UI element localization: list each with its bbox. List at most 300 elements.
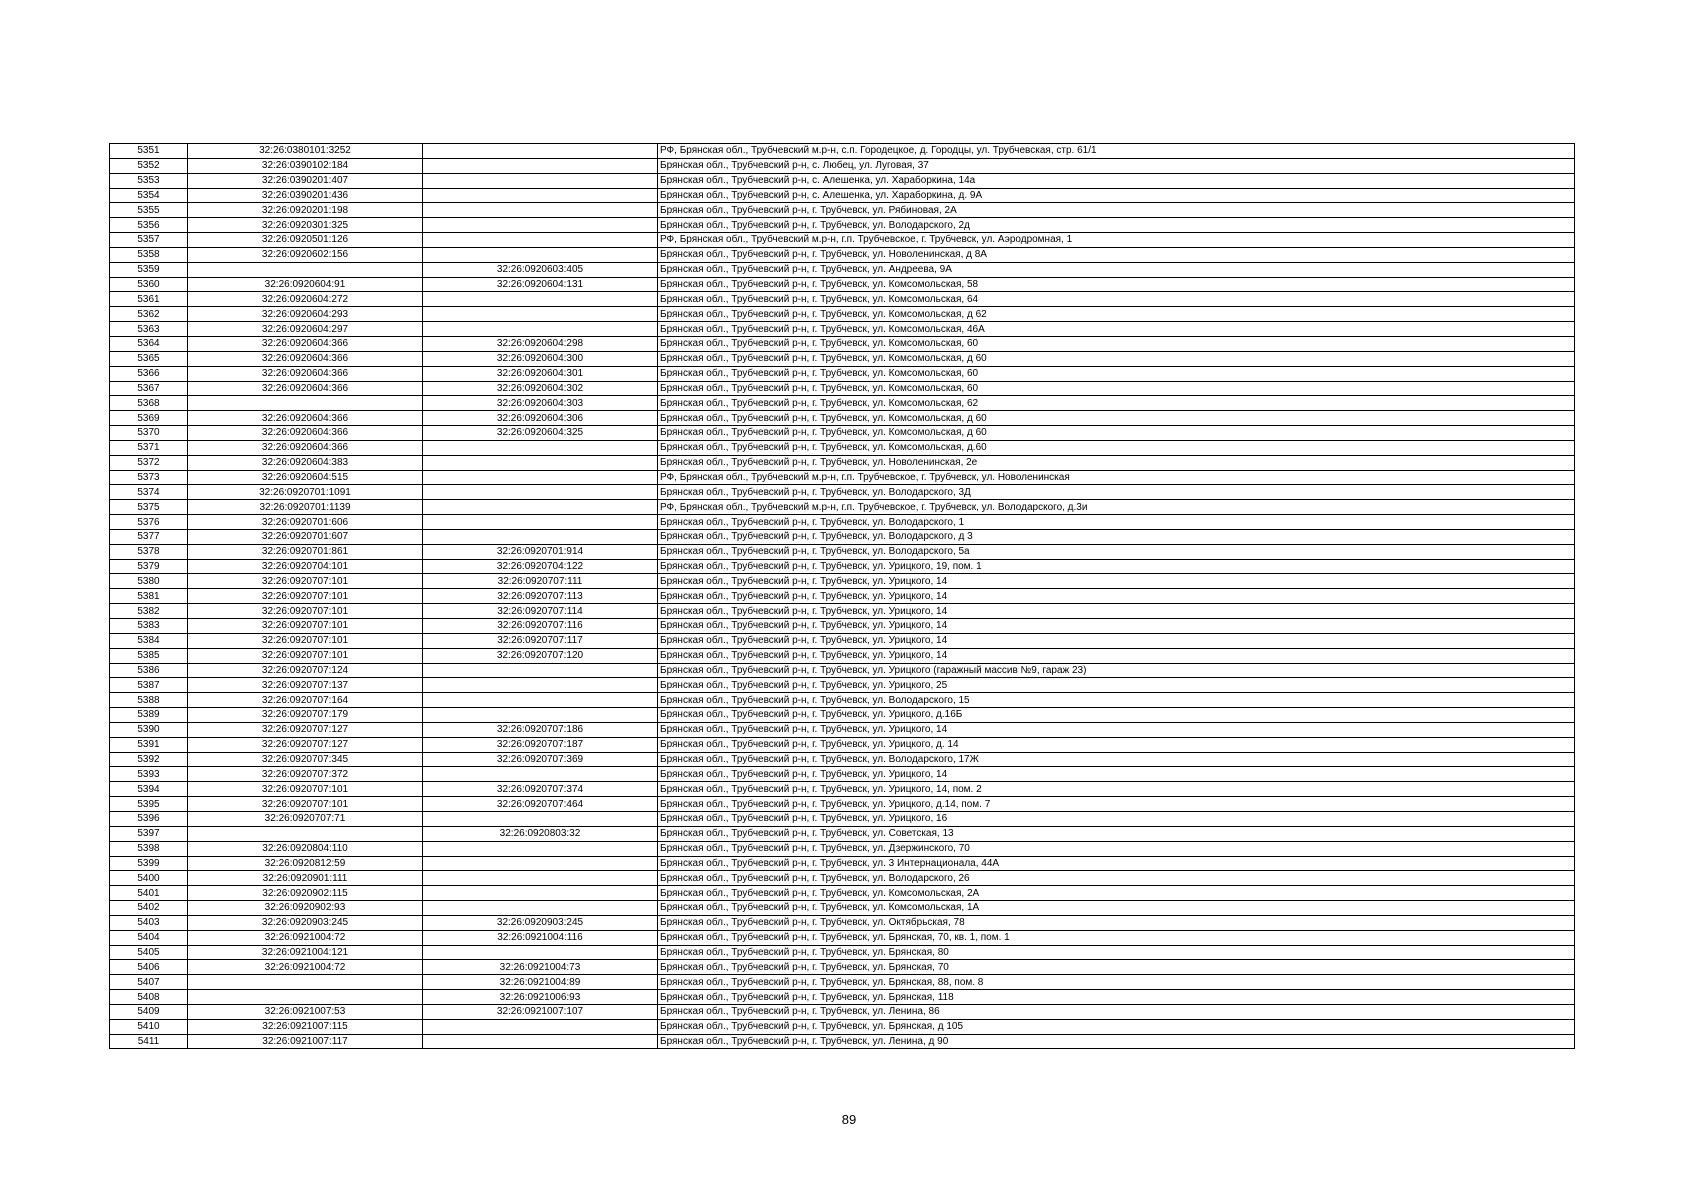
cadastral-number-parcel-cell: 32:26:0920707:101 xyxy=(188,782,423,797)
cadastral-number-parcel-cell: 32:26:0920201:198 xyxy=(188,203,423,218)
cadastral-number-object-cell xyxy=(423,841,658,856)
cadastral-number-object-cell xyxy=(423,901,658,916)
cadastral-number-object-cell: 32:26:0920707:116 xyxy=(423,619,658,634)
cadastral-number-parcel-cell: 32:26:0920604:91 xyxy=(188,277,423,292)
cadastral-number-parcel-cell: 32:26:0920604:366 xyxy=(188,351,423,366)
cadastral-number-parcel-cell: 32:26:0921004:72 xyxy=(188,960,423,975)
cadastral-number-object-cell: 32:26:0921004:73 xyxy=(423,960,658,975)
cadastral-number-parcel-cell: 32:26:0920604:366 xyxy=(188,336,423,351)
table-row xyxy=(110,529,1575,544)
address-cell: Брянская обл., Трубчевский р-н, г. Трубчевск, ул. Советская, 13 xyxy=(658,826,1575,841)
table-row xyxy=(110,173,1575,188)
address-cell: Брянская обл., Трубчевский р-н, г. Трубчевск, ул. Ленина, 86 xyxy=(658,1004,1575,1019)
cadastral-number-object-cell: 32:26:0920604:302 xyxy=(423,381,658,396)
address-cell: Брянская обл., Трубчевский р-н, г. Трубчевск, ул. Володарского, 26 xyxy=(658,871,1575,886)
row-number-cell: 5374 xyxy=(110,485,188,500)
row-number-cell: 5369 xyxy=(110,411,188,426)
row-number-cell: 5366 xyxy=(110,366,188,381)
cadastral-number-parcel-cell: 32:26:0920604:366 xyxy=(188,381,423,396)
registry-table-body xyxy=(110,144,1575,1049)
cadastral-number-object-cell xyxy=(423,144,658,159)
cadastral-number-object-cell: 32:26:0920707:464 xyxy=(423,797,658,812)
row-number-cell: 5382 xyxy=(110,604,188,619)
table-row xyxy=(110,233,1575,248)
cadastral-number-parcel-cell: 32:26:0380101:3252 xyxy=(188,144,423,159)
row-number-cell: 5365 xyxy=(110,351,188,366)
cadastral-number-parcel-cell: 32:26:0920501:126 xyxy=(188,233,423,248)
cadastral-number-parcel-cell: 32:26:0921004:72 xyxy=(188,930,423,945)
table-row xyxy=(110,797,1575,812)
table-row xyxy=(110,930,1575,945)
cadastral-number-object-cell: 32:26:0921004:116 xyxy=(423,930,658,945)
cadastral-number-object-cell xyxy=(423,485,658,500)
address-cell: Брянская обл., Трубчевский р-н, г. Трубчевск, ул. Андреева, 9А xyxy=(658,262,1575,277)
table-row xyxy=(110,188,1575,203)
cadastral-number-parcel-cell: 32:26:0390102:184 xyxy=(188,158,423,173)
cadastral-number-object-cell: 32:26:0920707:111 xyxy=(423,574,658,589)
address-cell: Брянская обл., Трубчевский р-н, г. Трубчевск, ул. Урицкого, 14 xyxy=(658,648,1575,663)
table-row xyxy=(110,366,1575,381)
address-cell: Брянская обл., Трубчевский р-н, г. Трубчевск, ул. Урицкого (гаражный массив №9, гараж 23) xyxy=(658,663,1575,678)
cadastral-number-parcel-cell: 32:26:0920707:372 xyxy=(188,767,423,782)
address-cell: Брянская обл., Трубчевский р-н, г. Трубчевск, ул. Брянская, 118 xyxy=(658,990,1575,1005)
table-row xyxy=(110,574,1575,589)
row-number-cell: 5407 xyxy=(110,975,188,990)
row-number-cell: 5406 xyxy=(110,960,188,975)
table-row xyxy=(110,901,1575,916)
row-number-cell: 5378 xyxy=(110,544,188,559)
table-row xyxy=(110,381,1575,396)
table-row xyxy=(110,485,1575,500)
row-number-cell: 5353 xyxy=(110,173,188,188)
row-number-cell: 5351 xyxy=(110,144,188,159)
address-cell: Брянская обл., Трубчевский р-н, с. Любец, ул. Луговая, 37 xyxy=(658,158,1575,173)
address-cell: РФ, Брянская обл., Трубчевский м.р-н, г.п. Трубчевское, г. Трубчевск, ул. Аэродромная, 1 xyxy=(658,233,1575,248)
cadastral-number-object-cell: 32:26:0920701:914 xyxy=(423,544,658,559)
page-number: 89 xyxy=(841,1112,857,1127)
address-cell: РФ, Брянская обл., Трубчевский м.р-н, г.п. Трубчевское, г. Трубчевск, ул. Володарского, д.3и xyxy=(658,500,1575,515)
cadastral-number-object-cell: 32:26:0920707:114 xyxy=(423,604,658,619)
cadastral-number-object-cell: 32:26:0920707:117 xyxy=(423,633,658,648)
cadastral-number-parcel-cell: 32:26:0920701:606 xyxy=(188,515,423,530)
table-row xyxy=(110,915,1575,930)
row-number-cell: 5368 xyxy=(110,396,188,411)
cadastral-number-object-cell xyxy=(423,811,658,826)
cadastral-number-object-cell: 32:26:0920604:301 xyxy=(423,366,658,381)
row-number-cell: 5383 xyxy=(110,619,188,634)
cadastral-number-object-cell xyxy=(423,693,658,708)
address-cell: Брянская обл., Трубчевский р-н, г. Трубчевск, ул. Володарского, 5а xyxy=(658,544,1575,559)
table-row xyxy=(110,322,1575,337)
address-cell: Брянская обл., Трубчевский р-н, г. Трубчевск, ул. Урицкого, 14 xyxy=(658,767,1575,782)
row-number-cell: 5387 xyxy=(110,678,188,693)
row-number-cell: 5355 xyxy=(110,203,188,218)
cadastral-number-parcel-cell: 32:26:0920707:124 xyxy=(188,663,423,678)
cadastral-number-object-cell: 32:26:0920604:303 xyxy=(423,396,658,411)
cadastral-number-object-cell: 32:26:0921007:107 xyxy=(423,1004,658,1019)
cadastral-number-parcel-cell: 32:26:0920604:366 xyxy=(188,411,423,426)
row-number-cell: 5360 xyxy=(110,277,188,292)
cadastral-number-parcel-cell: 32:26:0920701:861 xyxy=(188,544,423,559)
cadastral-number-parcel-cell: 32:26:0920701:1139 xyxy=(188,500,423,515)
cadastral-number-object-cell: 32:26:0920707:120 xyxy=(423,648,658,663)
cadastral-number-object-cell xyxy=(423,470,658,485)
cadastral-number-object-cell xyxy=(423,871,658,886)
address-cell: Брянская обл., Трубчевский р-н, г. Трубчевск, ул. Комсомольская, 58 xyxy=(658,277,1575,292)
cadastral-number-object-cell xyxy=(423,500,658,515)
cadastral-number-object-cell xyxy=(423,529,658,544)
cadastral-number-parcel-cell xyxy=(188,826,423,841)
address-cell: Брянская обл., Трубчевский р-н, г. Трубчевск, ул. Урицкого, 14 xyxy=(658,604,1575,619)
table-row xyxy=(110,841,1575,856)
cadastral-number-parcel-cell: 32:26:0921007:117 xyxy=(188,1034,423,1049)
table-row xyxy=(110,589,1575,604)
row-number-cell: 5367 xyxy=(110,381,188,396)
table-row xyxy=(110,158,1575,173)
cadastral-number-parcel-cell: 32:26:0920707:164 xyxy=(188,693,423,708)
row-number-cell: 5363 xyxy=(110,322,188,337)
cadastral-number-object-cell xyxy=(423,307,658,322)
table-row xyxy=(110,708,1575,723)
cadastral-number-parcel-cell: 32:26:0920804:110 xyxy=(188,841,423,856)
row-number-cell: 5402 xyxy=(110,901,188,916)
cadastral-number-parcel-cell: 32:26:0920707:101 xyxy=(188,648,423,663)
table-row xyxy=(110,396,1575,411)
row-number-cell: 5384 xyxy=(110,633,188,648)
row-number-cell: 5386 xyxy=(110,663,188,678)
cadastral-number-parcel-cell: 32:26:0920812:59 xyxy=(188,856,423,871)
table-row xyxy=(110,975,1575,990)
table-row xyxy=(110,767,1575,782)
cadastral-number-parcel-cell: 32:26:0920707:101 xyxy=(188,619,423,634)
table-row xyxy=(110,990,1575,1005)
cadastral-number-parcel-cell xyxy=(188,396,423,411)
row-number-cell: 5391 xyxy=(110,737,188,752)
cadastral-number-object-cell: 32:26:0920803:32 xyxy=(423,826,658,841)
address-cell: Брянская обл., Трубчевский р-н, г. Трубчевск, ул. Комсомольская, д 62 xyxy=(658,307,1575,322)
address-cell: Брянская обл., Трубчевский р-н, г. Трубчевск, ул. Дзержинского, 70 xyxy=(658,841,1575,856)
address-cell: Брянская обл., Трубчевский р-н, г. Трубчевск, ул. 3 Интернационала, 44А xyxy=(658,856,1575,871)
cadastral-number-parcel-cell: 32:26:0920704:101 xyxy=(188,559,423,574)
cadastral-number-parcel-cell: 32:26:0920902:93 xyxy=(188,901,423,916)
table-row xyxy=(110,292,1575,307)
cadastral-number-object-cell xyxy=(423,233,658,248)
address-cell: Брянская обл., Трубчевский р-н, г. Трубчевск, ул. Комсомольская, 2А xyxy=(658,886,1575,901)
row-number-cell: 5411 xyxy=(110,1034,188,1049)
cadastral-number-object-cell xyxy=(423,203,658,218)
cadastral-number-parcel-cell: 32:26:0390201:407 xyxy=(188,173,423,188)
table-row xyxy=(110,351,1575,366)
row-number-cell: 5381 xyxy=(110,589,188,604)
address-cell: Брянская обл., Трубчевский р-н, г. Трубчевск, ул. Володарского, 15 xyxy=(658,693,1575,708)
row-number-cell: 5403 xyxy=(110,915,188,930)
address-cell: Брянская обл., Трубчевский р-н, г. Трубчевск, ул. Комсомольская, 60 xyxy=(658,336,1575,351)
table-row xyxy=(110,811,1575,826)
cadastral-number-parcel-cell: 32:26:0920707:345 xyxy=(188,752,423,767)
row-number-cell: 5408 xyxy=(110,990,188,1005)
address-cell: Брянская обл., Трубчевский р-н, г. Трубчевск, ул. Комсомольская, 60 xyxy=(658,366,1575,381)
address-cell: Брянская обл., Трубчевский р-н, г. Трубчевск, ул. Комсомольская, д 60 xyxy=(658,411,1575,426)
cadastral-number-parcel-cell: 32:26:0920707:127 xyxy=(188,722,423,737)
cadastral-number-parcel-cell: 32:26:0920707:101 xyxy=(188,633,423,648)
row-number-cell: 5352 xyxy=(110,158,188,173)
table-row xyxy=(110,336,1575,351)
row-number-cell: 5405 xyxy=(110,945,188,960)
cadastral-number-parcel-cell: 32:26:0920707:101 xyxy=(188,589,423,604)
cadastral-number-parcel-cell: 32:26:0920604:293 xyxy=(188,307,423,322)
cadastral-number-parcel-cell xyxy=(188,975,423,990)
cadastral-number-object-cell xyxy=(423,440,658,455)
row-number-cell: 5361 xyxy=(110,292,188,307)
table-row xyxy=(110,604,1575,619)
table-row xyxy=(110,247,1575,262)
address-cell: Брянская обл., Трубчевский р-н, г. Трубчевск, ул. Комсомольская, 62 xyxy=(658,396,1575,411)
table-row xyxy=(110,411,1575,426)
table-row xyxy=(110,782,1575,797)
cadastral-number-parcel-cell: 32:26:0920901:111 xyxy=(188,871,423,886)
address-cell: Брянская обл., Трубчевский р-н, г. Трубчевск, ул. Комсомольская, д 60 xyxy=(658,426,1575,441)
cadastral-number-parcel-cell: 32:26:0921007:115 xyxy=(188,1019,423,1034)
cadastral-number-object-cell xyxy=(423,173,658,188)
cadastral-number-parcel-cell: 32:26:0920604:366 xyxy=(188,426,423,441)
row-number-cell: 5410 xyxy=(110,1019,188,1034)
address-cell: РФ, Брянская обл., Трубчевский м.р-н, г.п. Трубчевское, г. Трубчевск, ул. Новоленинская xyxy=(658,470,1575,485)
cadastral-number-parcel-cell: 32:26:0920707:101 xyxy=(188,604,423,619)
table-row xyxy=(110,826,1575,841)
cadastral-number-parcel-cell: 32:26:0921004:121 xyxy=(188,945,423,960)
table-row xyxy=(110,440,1575,455)
address-cell: Брянская обл., Трубчевский р-н, г. Трубчевск, ул. Володарского, 17Ж xyxy=(658,752,1575,767)
cadastral-number-parcel-cell: 32:26:0920604:383 xyxy=(188,455,423,470)
address-cell: Брянская обл., Трубчевский р-н, г. Трубчевск, ул. Комсомольская, 46А xyxy=(658,322,1575,337)
row-number-cell: 5371 xyxy=(110,440,188,455)
table-row xyxy=(110,307,1575,322)
table-row xyxy=(110,544,1575,559)
row-number-cell: 5396 xyxy=(110,811,188,826)
cadastral-number-parcel-cell: 32:26:0920301:325 xyxy=(188,218,423,233)
row-number-cell: 5392 xyxy=(110,752,188,767)
cadastral-number-object-cell xyxy=(423,188,658,203)
address-cell: Брянская обл., Трубчевский р-н, г. Трубчевск, ул. Комсомольская, 1А xyxy=(658,901,1575,916)
cadastral-number-object-cell xyxy=(423,1019,658,1034)
cadastral-number-parcel-cell: 32:26:0920604:366 xyxy=(188,440,423,455)
row-number-cell: 5395 xyxy=(110,797,188,812)
address-cell: Брянская обл., Трубчевский р-н, г. Трубчевск, ул. Брянская, 80 xyxy=(658,945,1575,960)
row-number-cell: 5377 xyxy=(110,529,188,544)
address-cell: Брянская обл., Трубчевский р-н, г. Трубчевск, ул. Урицкого, 14 xyxy=(658,619,1575,634)
address-cell: Брянская обл., Трубчевский р-н, г. Трубчевск, ул. Урицкого, д. 14 xyxy=(658,737,1575,752)
table-row xyxy=(110,648,1575,663)
row-number-cell: 5389 xyxy=(110,708,188,723)
row-number-cell: 5380 xyxy=(110,574,188,589)
table-row xyxy=(110,960,1575,975)
row-number-cell: 5409 xyxy=(110,1004,188,1019)
cadastral-number-parcel-cell: 32:26:0920707:101 xyxy=(188,797,423,812)
cadastral-number-object-cell: 32:26:0921006:93 xyxy=(423,990,658,1005)
table-row xyxy=(110,559,1575,574)
address-cell: Брянская обл., Трубчевский р-н, г. Трубчевск, ул. Брянская, 88, пом. 8 xyxy=(658,975,1575,990)
cadastral-number-object-cell xyxy=(423,455,658,470)
address-cell: Брянская обл., Трубчевский р-н, г. Трубчевск, ул. Урицкого, 16 xyxy=(658,811,1575,826)
cadastral-number-object-cell xyxy=(423,158,658,173)
row-number-cell: 5373 xyxy=(110,470,188,485)
address-cell: Брянская обл., Трубчевский р-н, г. Трубчевск, ул. Комсомольская, 60 xyxy=(658,381,1575,396)
table-row xyxy=(110,262,1575,277)
table-row xyxy=(110,144,1575,159)
table-row xyxy=(110,218,1575,233)
address-cell: Брянская обл., Трубчевский р-н, г. Трубчевск, ул. Володарского, 3Д xyxy=(658,485,1575,500)
cadastral-number-parcel-cell: 32:26:0920902:115 xyxy=(188,886,423,901)
cadastral-number-parcel-cell: 32:26:0920903:245 xyxy=(188,915,423,930)
cadastral-number-object-cell: 32:26:0920704:122 xyxy=(423,559,658,574)
cadastral-number-object-cell xyxy=(423,663,658,678)
address-cell: Брянская обл., Трубчевский р-н, г. Трубчевск, ул. Новоленинская, 2е xyxy=(658,455,1575,470)
address-cell: Брянская обл., Трубчевский р-н, г. Трубчевск, ул. Октябрьская, 78 xyxy=(658,915,1575,930)
row-number-cell: 5388 xyxy=(110,693,188,708)
cadastral-number-object-cell xyxy=(423,886,658,901)
row-number-cell: 5359 xyxy=(110,262,188,277)
cadastral-number-parcel-cell: 32:26:0920604:515 xyxy=(188,470,423,485)
cadastral-number-object-cell: 32:26:0920903:245 xyxy=(423,915,658,930)
cadastral-number-object-cell xyxy=(423,708,658,723)
table-row xyxy=(110,737,1575,752)
cadastral-number-object-cell: 32:26:0920707:186 xyxy=(423,722,658,737)
address-cell: Брянская обл., Трубчевский р-н, г. Трубчевск, ул. Комсомольская, 64 xyxy=(658,292,1575,307)
cadastral-number-object-cell: 32:26:0920707:369 xyxy=(423,752,658,767)
row-number-cell: 5379 xyxy=(110,559,188,574)
table-row xyxy=(110,1019,1575,1034)
table-row xyxy=(110,693,1575,708)
cadastral-number-object-cell: 32:26:0920707:374 xyxy=(423,782,658,797)
cadastral-number-parcel-cell: 32:26:0920604:366 xyxy=(188,366,423,381)
table-row xyxy=(110,1034,1575,1049)
cadastral-number-parcel-cell xyxy=(188,262,423,277)
cadastral-number-parcel-cell: 32:26:0920707:101 xyxy=(188,574,423,589)
cadastral-number-object-cell: 32:26:0920604:300 xyxy=(423,351,658,366)
address-cell: Брянская обл., Трубчевский р-н, г. Трубчевск, ул. Новоленинская, д 8А xyxy=(658,247,1575,262)
table-row xyxy=(110,500,1575,515)
cadastral-number-parcel-cell xyxy=(188,990,423,1005)
row-number-cell: 5375 xyxy=(110,500,188,515)
row-number-cell: 5385 xyxy=(110,648,188,663)
address-cell: Брянская обл., Трубчевский р-н, г. Трубчевск, ул. Рябиновая, 2А xyxy=(658,203,1575,218)
address-cell: Брянская обл., Трубчевский р-н, г. Трубчевск, ул. Володарского, 2д xyxy=(658,218,1575,233)
row-number-cell: 5354 xyxy=(110,188,188,203)
row-number-cell: 5362 xyxy=(110,307,188,322)
address-cell: Брянская обл., Трубчевский р-н, г. Трубчевск, ул. Урицкого, 19, пом. 1 xyxy=(658,559,1575,574)
table-row xyxy=(110,426,1575,441)
cadastral-number-parcel-cell: 32:26:0920707:137 xyxy=(188,678,423,693)
cadastral-number-object-cell: 32:26:0920603:405 xyxy=(423,262,658,277)
address-cell: Брянская обл., Трубчевский р-н, г. Трубчевск, ул. Брянская, 70 xyxy=(658,960,1575,975)
address-cell: Брянская обл., Трубчевский р-н, г. Трубчевск, ул. Комсомольская, д 60 xyxy=(658,351,1575,366)
address-cell: Брянская обл., Трубчевский р-н, с. Алешенка, ул. Хараборкина, 14а xyxy=(658,173,1575,188)
row-number-cell: 5394 xyxy=(110,782,188,797)
address-cell: Брянская обл., Трубчевский р-н, г. Трубчевск, ул. Урицкого, 14 xyxy=(658,633,1575,648)
address-cell: Брянская обл., Трубчевский р-н, г. Трубчевск, ул. Брянская, 70, кв. 1, пом. 1 xyxy=(658,930,1575,945)
row-number-cell: 5401 xyxy=(110,886,188,901)
cadastral-number-object-cell xyxy=(423,856,658,871)
table-row xyxy=(110,203,1575,218)
table-row xyxy=(110,277,1575,292)
row-number-cell: 5358 xyxy=(110,247,188,262)
cadastral-number-object-cell: 32:26:0920707:113 xyxy=(423,589,658,604)
cadastral-number-object-cell: 32:26:0921004:89 xyxy=(423,975,658,990)
address-cell: Брянская обл., Трубчевский р-н, г. Трубчевск, ул. Ленина, д 90 xyxy=(658,1034,1575,1049)
row-number-cell: 5357 xyxy=(110,233,188,248)
table-row xyxy=(110,945,1575,960)
table-row xyxy=(110,1004,1575,1019)
cadastral-number-parcel-cell: 32:26:0920701:1091 xyxy=(188,485,423,500)
cadastral-number-parcel-cell: 32:26:0921007:53 xyxy=(188,1004,423,1019)
address-cell: РФ, Брянская обл., Трубчевский м.р-н, с.п. Городецкое, д. Городцы, ул. Трубчевская, стр. 61/1 xyxy=(658,144,1575,159)
table-row xyxy=(110,455,1575,470)
table-row xyxy=(110,470,1575,485)
address-cell: Брянская обл., Трубчевский р-н, г. Трубчевск, ул. Урицкого, 25 xyxy=(658,678,1575,693)
address-cell: Брянская обл., Трубчевский р-н, г. Трубчевск, ул. Володарского, д 3 xyxy=(658,529,1575,544)
address-cell: Брянская обл., Трубчевский р-н, г. Трубчевск, ул. Володарского, 1 xyxy=(658,515,1575,530)
table-row xyxy=(110,752,1575,767)
address-cell: Брянская обл., Трубчевский р-н, г. Трубчевск, ул. Урицкого, д.14, пом. 7 xyxy=(658,797,1575,812)
cadastral-number-object-cell: 32:26:0920707:187 xyxy=(423,737,658,752)
row-number-cell: 5356 xyxy=(110,218,188,233)
row-number-cell: 5397 xyxy=(110,826,188,841)
cadastral-number-parcel-cell: 32:26:0390201:436 xyxy=(188,188,423,203)
cadastral-number-object-cell xyxy=(423,1034,658,1049)
row-number-cell: 5364 xyxy=(110,336,188,351)
table-row xyxy=(110,619,1575,634)
row-number-cell: 5390 xyxy=(110,722,188,737)
row-number-cell: 5393 xyxy=(110,767,188,782)
cadastral-number-parcel-cell: 32:26:0920707:71 xyxy=(188,811,423,826)
cadastral-number-object-cell xyxy=(423,292,658,307)
cadastral-number-object-cell: 32:26:0920604:298 xyxy=(423,336,658,351)
row-number-cell: 5372 xyxy=(110,455,188,470)
address-cell: Брянская обл., Трубчевский р-н, г. Трубчевск, ул. Урицкого, 14 xyxy=(658,574,1575,589)
cadastral-number-object-cell xyxy=(423,767,658,782)
address-cell: Брянская обл., Трубчевский р-н, г. Трубчевск, ул. Урицкого, 14, пом. 2 xyxy=(658,782,1575,797)
row-number-cell: 5376 xyxy=(110,515,188,530)
cadastral-number-object-cell xyxy=(423,515,658,530)
table-row xyxy=(110,856,1575,871)
cadastral-number-object-cell xyxy=(423,322,658,337)
row-number-cell: 5370 xyxy=(110,426,188,441)
cadastral-number-parcel-cell: 32:26:0920602:156 xyxy=(188,247,423,262)
cadastral-number-object-cell: 32:26:0920604:325 xyxy=(423,426,658,441)
address-cell: Брянская обл., Трубчевский р-н, с. Алешенка, ул. Хараборкина, д. 9А xyxy=(658,188,1575,203)
table-row xyxy=(110,722,1575,737)
row-number-cell: 5400 xyxy=(110,871,188,886)
table-row xyxy=(110,515,1575,530)
row-number-cell: 5398 xyxy=(110,841,188,856)
registry-table xyxy=(109,143,1575,1049)
row-number-cell: 5399 xyxy=(110,856,188,871)
row-number-cell: 5404 xyxy=(110,930,188,945)
address-cell: Брянская обл., Трубчевский р-н, г. Трубчевск, ул. Урицкого, д.16Б xyxy=(658,708,1575,723)
address-cell: Брянская обл., Трубчевский р-н, г. Трубчевск, ул. Комсомольская, д.60 xyxy=(658,440,1575,455)
registry-sheet xyxy=(109,143,1575,1049)
table-row xyxy=(110,633,1575,648)
cadastral-number-object-cell xyxy=(423,945,658,960)
cadastral-number-parcel-cell: 32:26:0920707:179 xyxy=(188,708,423,723)
table-row xyxy=(110,663,1575,678)
cadastral-number-object-cell xyxy=(423,218,658,233)
cadastral-number-object-cell xyxy=(423,247,658,262)
cadastral-number-parcel-cell: 32:26:0920701:607 xyxy=(188,529,423,544)
cadastral-number-object-cell: 32:26:0920604:131 xyxy=(423,277,658,292)
address-cell: Брянская обл., Трубчевский р-н, г. Трубчевск, ул. Урицкого, 14 xyxy=(658,589,1575,604)
cadastral-number-object-cell xyxy=(423,678,658,693)
